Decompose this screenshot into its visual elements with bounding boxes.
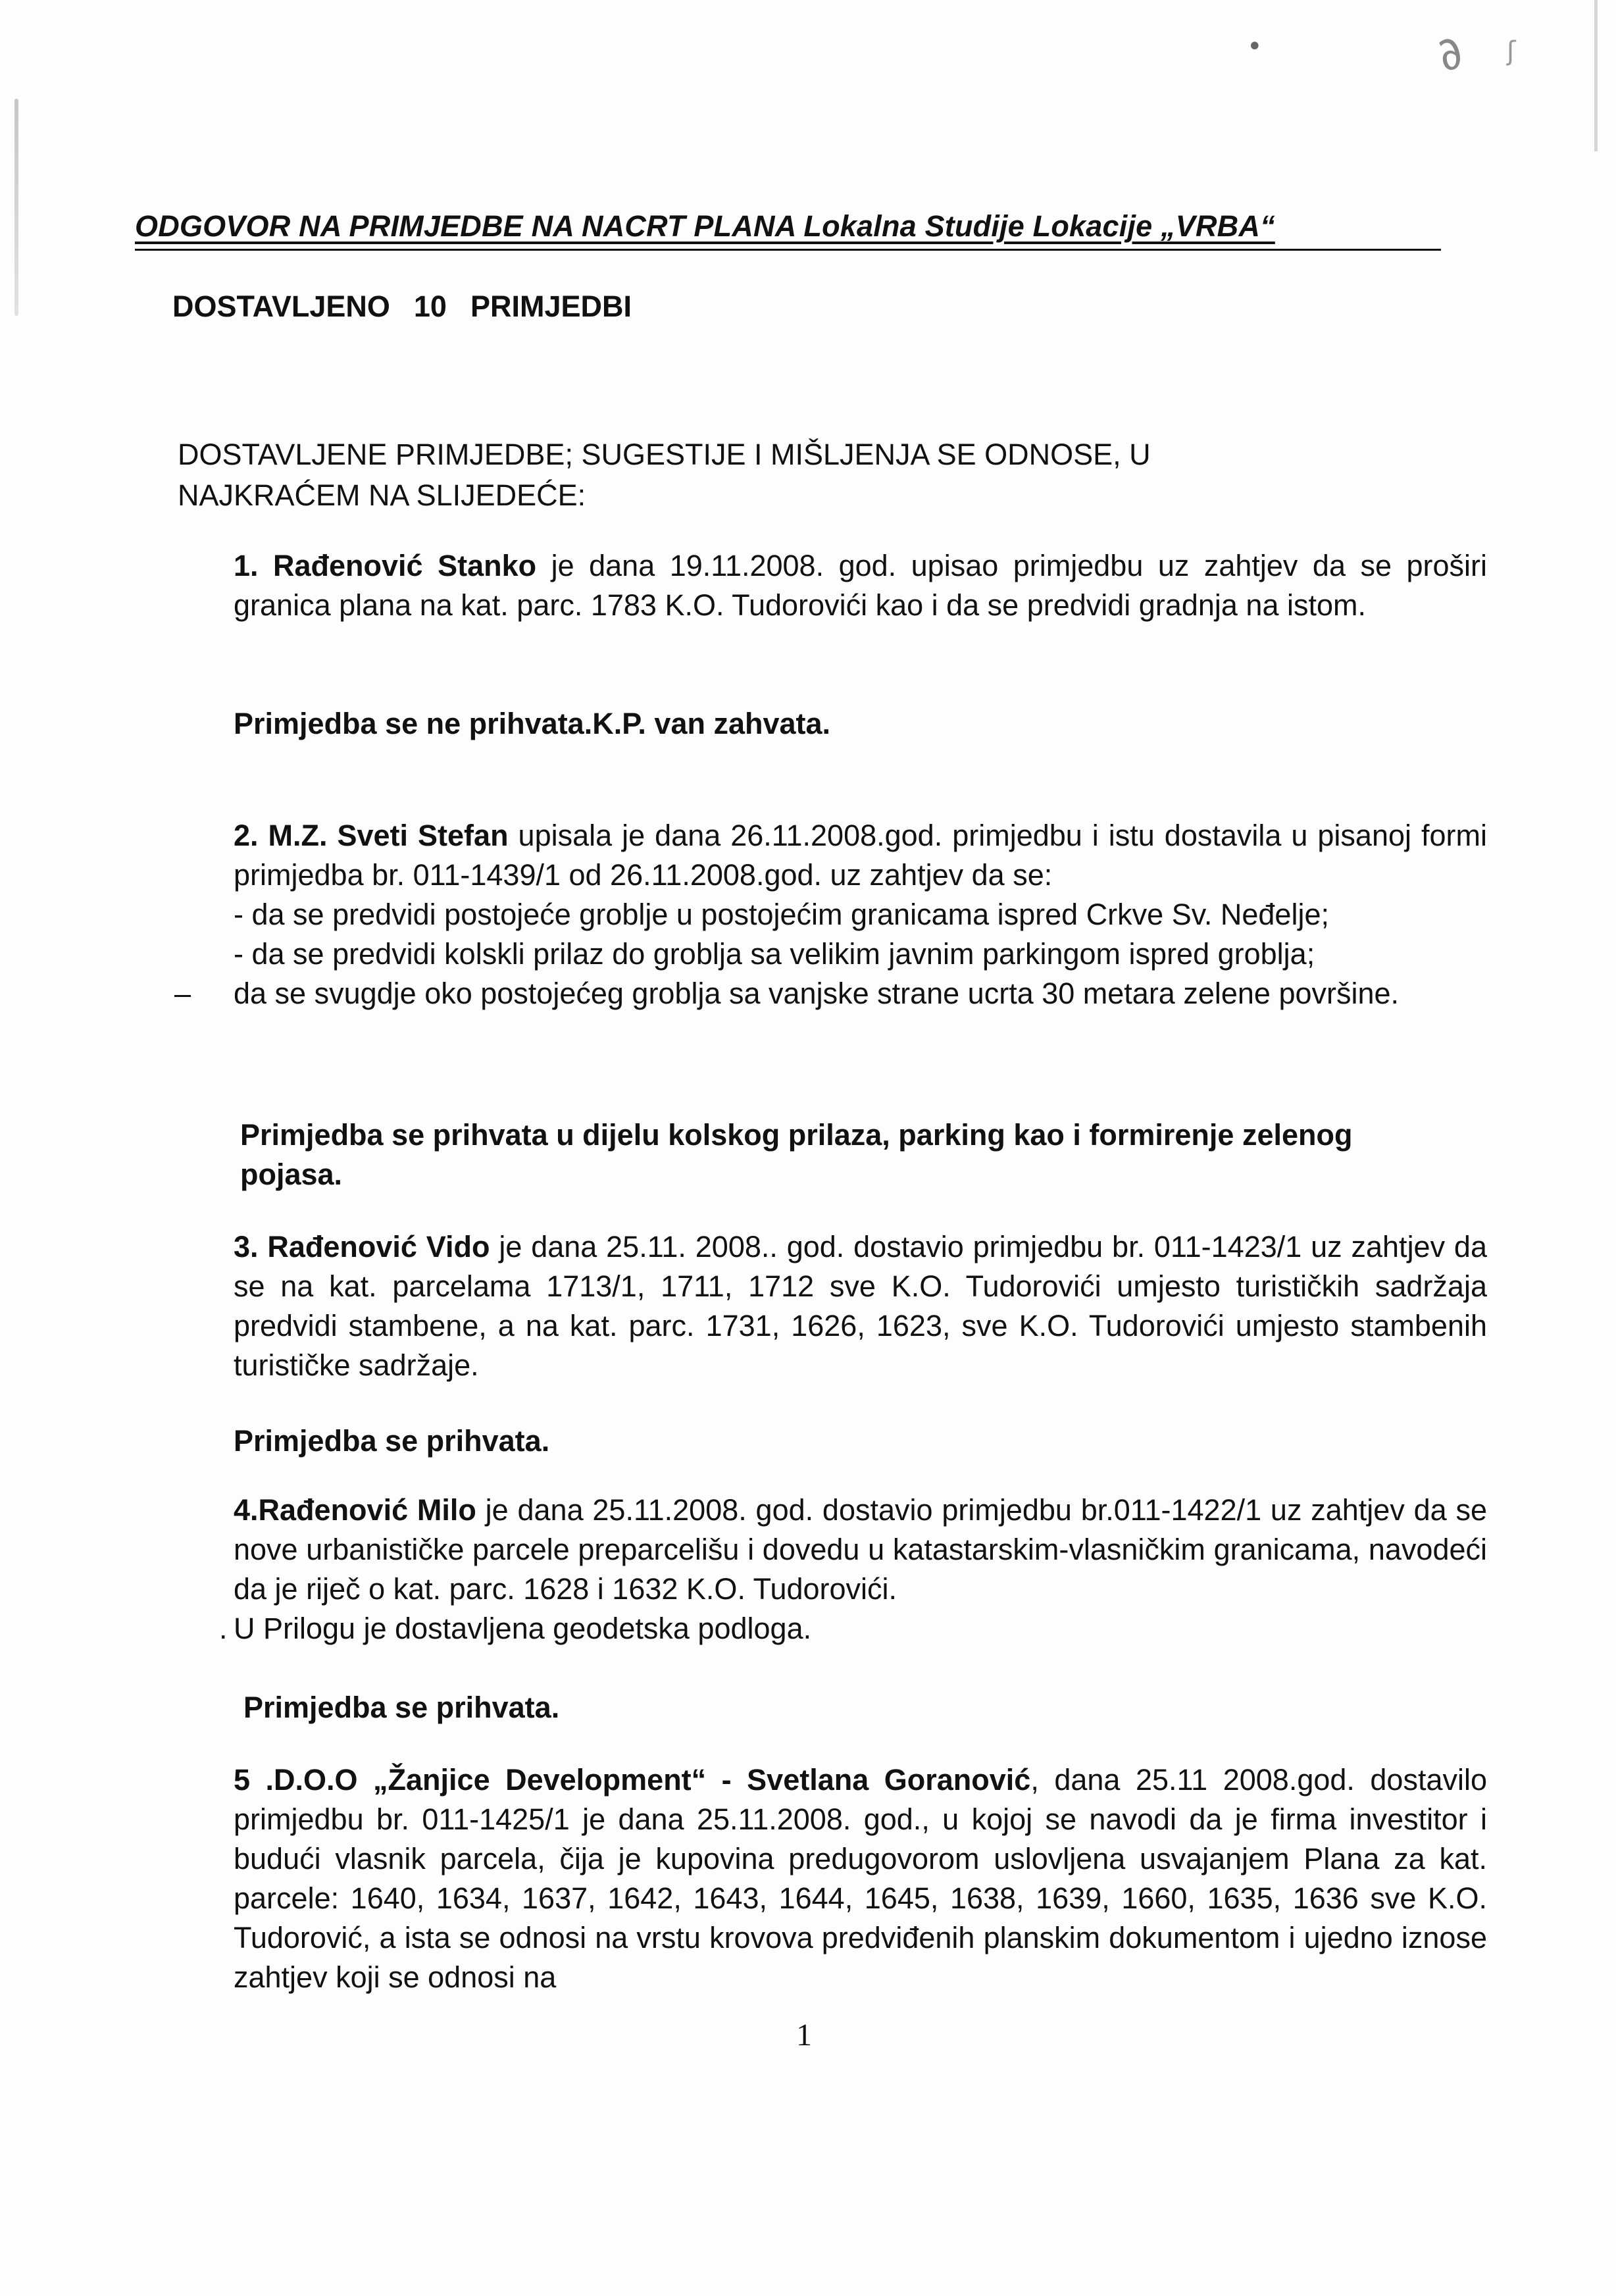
intro-paragraph: DOSTAVLJENE PRIMJEDBE; SUGESTIJE I MIŠLJENJA SE ODNOSE, U NAJKRAĆEM NA SLIJEDEĆE: bbox=[178, 438, 1151, 512]
objection-body: je dana 19.11.2008. god. upisao primjedbu uz zahtjev da se proširi granica plana na kat. parc. 1783 K.O. Tudorovići kao i da se predvidi gradnja na istom. bbox=[234, 549, 1487, 622]
decision-4: Primjedba se prihvata. bbox=[243, 1691, 560, 1724]
objection-author: 3. Rađenović Vido bbox=[234, 1230, 490, 1263]
pen-tick-mark: ʃ bbox=[1507, 36, 1516, 66]
attachment-note-mark: . bbox=[219, 1612, 228, 1645]
bullet-item-text: da se svugdje oko postojećeg groblja sa vanjske strane ucrta 30 metara zelene površine. bbox=[234, 977, 1400, 1010]
objection-text bbox=[234, 816, 1487, 895]
objection-text bbox=[234, 546, 1487, 625]
bullet-item bbox=[174, 974, 1487, 1013]
objection-entry-2 bbox=[174, 816, 1487, 1013]
objection-body: je dana 25.11.2008. god. dostavio primjedbu br.011-1422/1 uz zahtjev da se nove urbanističke parcele preparcelišu i dovedu u katastarskim-vlasničkim granicama, navodeći da je riječ o kat. parc. 1628 i 1632 K.O. Tudorovići. bbox=[234, 1493, 1487, 1606]
objection-text bbox=[234, 1227, 1487, 1385]
objection-body: upisala je dana 26.11.2008.god. primjedbu i istu dostavila u pisanoj formi primjedba br. 011-1439/1 od 26.11.2008.god. uz zahtjev da se: bbox=[234, 819, 1487, 892]
count-number: 10 bbox=[413, 290, 447, 323]
bullet-outer-dash: – bbox=[174, 977, 191, 1010]
objection-body: , dana 25.11 2008.god. dostavilo primjedbu br. 011-1425/1 je dana 25.11.2008. god., u kojoj se navodi da je firma investitor i budući vlasnik parcela, čija je kupovina predugovorom uslovljena usvajanjem Plana za kat. parcele: 1640, 1634, 1637, 1642, 1643, 1644, 1645, 1638, 1639, 1660, 1635, 1636 sve K.O. Tudorović, a ista se odnosi na vrstu krovova predviđenih planskim dokumentom i ujedno iznose zahtjev koji se odnosi na bbox=[234, 1763, 1488, 1994]
objection-entry-4 bbox=[219, 1491, 1487, 1648]
title-underline-rule bbox=[135, 249, 1441, 251]
objection-author: 5 .D.O.O „Žanjice Development“ - Svetlana Goranović bbox=[234, 1763, 1031, 1797]
decision-2: Primjedba se prihvata u dijelu kolskog prilaza, parking kao i formirenje zelenog pojasa. bbox=[240, 1118, 1353, 1191]
decision-3: Primjedba se prihvata. bbox=[234, 1424, 550, 1458]
page-number: 1 bbox=[796, 2018, 812, 2053]
objection-author: 4.Rađenović Milo bbox=[234, 1493, 476, 1527]
bullet-item: - da se predvidi kolskli prilaz do groblja sa velikim javnim parkingom ispred groblja; bbox=[234, 937, 1315, 971]
pen-scribble-mark: ∂ bbox=[1427, 24, 1472, 83]
document-title bbox=[135, 209, 1441, 243]
scan-edge-artifact bbox=[14, 99, 18, 316]
objection-entry-3 bbox=[234, 1227, 1487, 1385]
decision-1: Primjedba se ne prihvata.K.P. van zahvata. bbox=[234, 707, 831, 740]
count-suffix: PRIMJEDBI bbox=[470, 290, 632, 323]
objection-text bbox=[234, 1760, 1487, 1997]
objection-text bbox=[234, 1491, 1487, 1609]
bullet-item: - da se predvidi postojeće groblje u postojećim granicama ispred Crkve Sv. Neđelje; bbox=[234, 898, 1329, 931]
objection-entry-1 bbox=[234, 546, 1487, 625]
objection-author: 1. Rađenović Stanko bbox=[234, 549, 537, 582]
attachment-note bbox=[219, 1609, 1487, 1648]
attachment-note-text: U Prilogu je dostavljena geodetska podloga. bbox=[234, 1612, 812, 1645]
objection-body: je dana 25.11. 2008.. god. dostavio primjedbu br. 011-1423/1 uz zahtjev da se na kat. parcelama 1713/1, 1711, 1712 sve K.O. Tudorovići umjesto turističkih sadržaja predvidi stambene, a na kat. parc. 1731, 1626, 1623, sve K.O. Tudorovići umjesto stambenih turističke sadržaje. bbox=[234, 1230, 1487, 1382]
submission-count-line bbox=[172, 290, 632, 324]
scan-edge-artifact bbox=[1594, 0, 1598, 151]
objection-author: 2. M.Z. Sveti Stefan bbox=[234, 819, 509, 852]
document-title-text: ODGOVOR NA PRIMJEDBE NA NACRT PLANA Lokalna Studije Lokacije „VRBA“ bbox=[135, 209, 1275, 243]
scan-dot-mark: • bbox=[1247, 32, 1263, 62]
count-prefix: DOSTAVLJENO bbox=[172, 290, 390, 323]
objection-entry-5 bbox=[234, 1760, 1487, 1997]
